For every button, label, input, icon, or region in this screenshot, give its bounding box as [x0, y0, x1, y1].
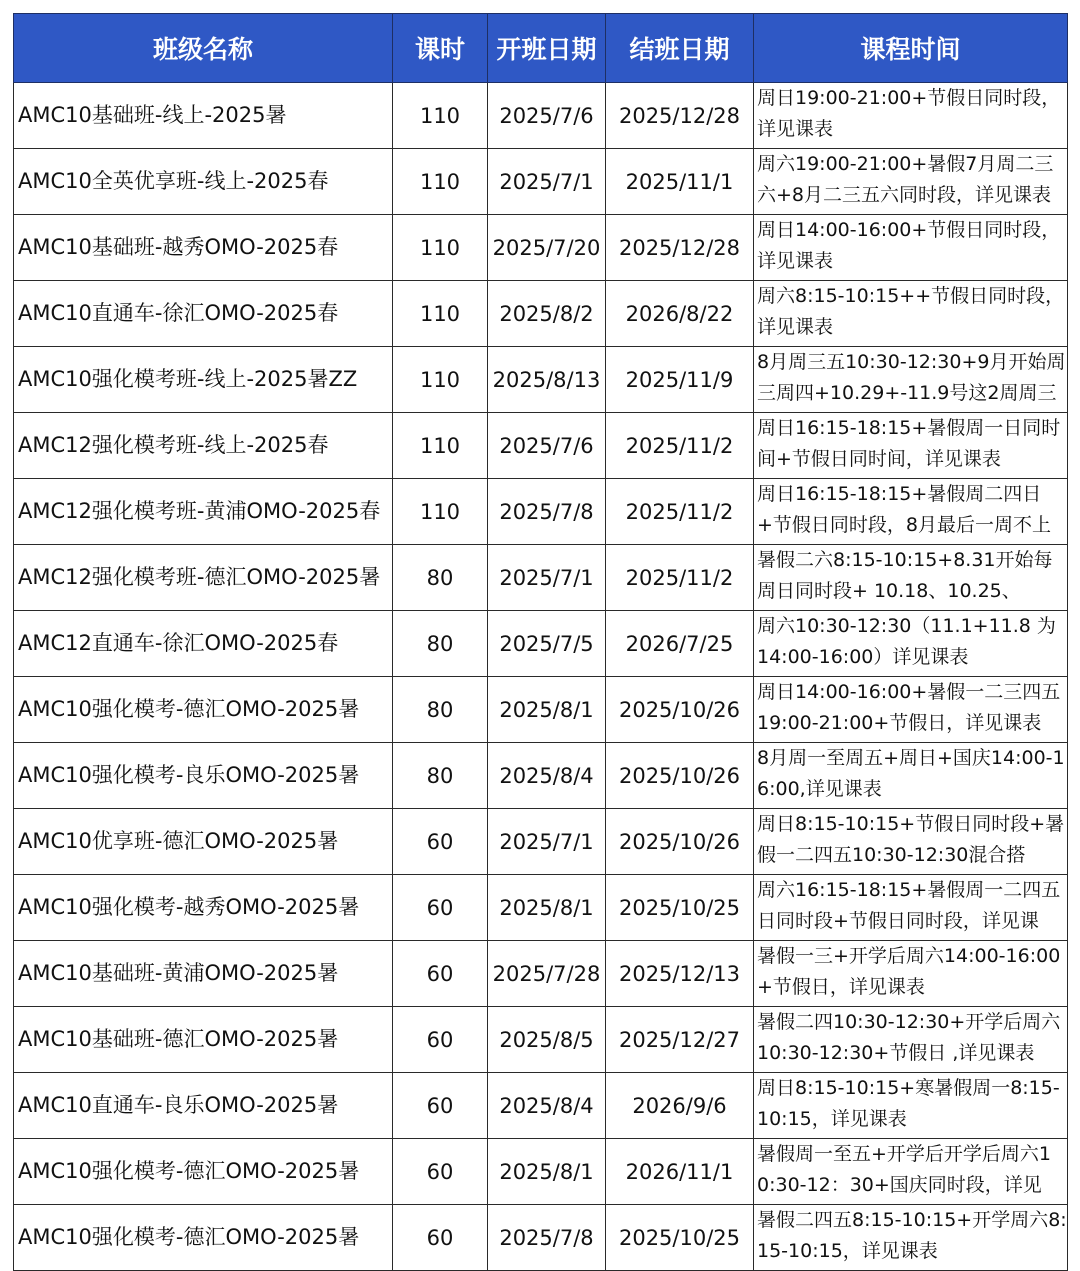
hours-cell: 80	[393, 611, 488, 677]
class-name-cell	[14, 1205, 393, 1271]
end-date-cell: 2025/12/27	[606, 1007, 754, 1073]
table-row	[14, 413, 1068, 479]
class-name-cell	[14, 479, 393, 545]
hours-cell: 60	[393, 1073, 488, 1139]
header-class-name: 班级名称	[14, 14, 393, 83]
class-name-cell	[14, 1073, 393, 1139]
hours-cell: 60	[393, 941, 488, 1007]
start-date-cell: 2025/7/8	[488, 1205, 606, 1271]
schedule-cell	[754, 347, 1068, 413]
table-row	[14, 149, 1068, 215]
header-start-date: 开班日期	[488, 14, 606, 83]
hours-cell: 110	[393, 413, 488, 479]
class-name-cell-text: AMC12强化模考班-线上-2025春	[18, 433, 329, 457]
schedule-cell	[754, 83, 1068, 149]
start-date-cell: 2025/8/4	[488, 743, 606, 809]
table-row	[14, 281, 1068, 347]
schedule-cell-text: 暑假二六8:15-10:15+8.31开始每周日同时段+ 10.18、10.25、	[757, 549, 1053, 602]
schedule-cell	[754, 479, 1068, 545]
class-name-cell-text: AMC12强化模考班-德汇OMO-2025暑	[18, 565, 381, 589]
hours-cell: 60	[393, 809, 488, 875]
table-row	[14, 1139, 1068, 1205]
class-name-cell-text: AMC10直通车-徐汇OMO-2025春	[18, 301, 339, 325]
class-name-cell	[14, 1139, 393, 1205]
table-row	[14, 83, 1068, 149]
start-date-cell: 2025/7/5	[488, 611, 606, 677]
schedule-cell	[754, 743, 1068, 809]
schedule-cell	[754, 1007, 1068, 1073]
start-date-cell: 2025/8/1	[488, 875, 606, 941]
end-date-cell: 2025/10/25	[606, 875, 754, 941]
end-date-cell: 2025/10/26	[606, 809, 754, 875]
schedule-cell-text: 周六16:15-18:15+暑假周一二四五日同时段+节假日同时段，详见课	[757, 879, 1061, 932]
start-date-cell: 2025/7/1	[488, 545, 606, 611]
class-name-cell-text: AMC10全英优享班-线上-2025春	[18, 169, 329, 193]
class-name-cell	[14, 611, 393, 677]
table-row	[14, 1073, 1068, 1139]
header-row	[14, 14, 1068, 83]
hours-cell: 60	[393, 1205, 488, 1271]
schedule-cell	[754, 809, 1068, 875]
class-name-cell	[14, 545, 393, 611]
end-date-cell: 2025/10/26	[606, 743, 754, 809]
class-name-cell	[14, 281, 393, 347]
end-date-cell: 2025/12/13	[606, 941, 754, 1007]
start-date-cell: 2025/8/4	[488, 1073, 606, 1139]
table-row	[14, 743, 1068, 809]
schedule-cell-text: 暑假一三+开学后周六14:00-16:00+节假日，详见课表	[757, 945, 1061, 998]
end-date-cell: 2025/11/2	[606, 479, 754, 545]
table-row	[14, 347, 1068, 413]
schedule-cell	[754, 413, 1068, 479]
hours-cell: 80	[393, 743, 488, 809]
schedule-cell	[754, 281, 1068, 347]
schedule-cell-text: 暑假二四五8:15-10:15+开学周六8:15-10:15，详见课表	[757, 1209, 1067, 1262]
schedule-cell-text: 8月周三五10:30-12:30+9月开始周三周四+10.29+-11.9号这2周周三	[757, 351, 1066, 404]
schedule-cell-text: 周六10:30-12:30（11.1+11.8 为14:00-16:00）详见课表	[757, 615, 1056, 668]
schedule-cell	[754, 149, 1068, 215]
header-hours: 课时	[393, 14, 488, 83]
hours-cell: 60	[393, 875, 488, 941]
class-name-cell	[14, 83, 393, 149]
schedule-cell-text: 周日14:00-16:00+暑假一二三四五19:00-21:00+节假日，详见课表	[757, 681, 1061, 734]
class-name-cell	[14, 149, 393, 215]
table-row	[14, 809, 1068, 875]
class-name-cell-text: AMC10强化模考-德汇OMO-2025暑	[18, 697, 360, 721]
end-date-cell: 2025/12/28	[606, 83, 754, 149]
start-date-cell: 2025/7/6	[488, 413, 606, 479]
hours-cell: 110	[393, 83, 488, 149]
start-date-cell: 2025/8/1	[488, 677, 606, 743]
schedule-cell-text: 周日14:00-16:00+节假日同时段，详见课表	[757, 219, 1061, 272]
schedule-cell	[754, 875, 1068, 941]
schedule-cell-text: 周日19:00-21:00+节假日同时段，详见课表	[757, 87, 1061, 140]
schedule-cell	[754, 1205, 1068, 1271]
start-date-cell: 2025/8/5	[488, 1007, 606, 1073]
class-name-cell-text: AMC10基础班-德汇OMO-2025暑	[18, 1027, 339, 1051]
course-schedule-table	[13, 13, 1068, 1271]
end-date-cell: 2026/7/25	[606, 611, 754, 677]
hours-cell: 110	[393, 281, 488, 347]
end-date-cell: 2026/9/6	[606, 1073, 754, 1139]
end-date-cell: 2025/11/1	[606, 149, 754, 215]
class-name-cell-text: AMC10强化模考-良乐OMO-2025暑	[18, 763, 360, 787]
class-name-cell-text: AMC10基础班-线上-2025暑	[18, 103, 287, 127]
hours-cell: 110	[393, 149, 488, 215]
schedule-cell	[754, 941, 1068, 1007]
start-date-cell: 2025/8/13	[488, 347, 606, 413]
class-name-cell-text: AMC10强化模考-越秀OMO-2025暑	[18, 895, 360, 919]
schedule-cell-text: 周日16:15-18:15+暑假周二四日+节假日同时段，8月最后一周不上	[757, 483, 1052, 536]
schedule-cell-text: 周日8:15-10:15+节假日同时段+暑假一二四五10:30-12:30混合搭	[757, 813, 1065, 866]
hours-cell: 110	[393, 215, 488, 281]
start-date-cell: 2025/7/1	[488, 149, 606, 215]
table-row	[14, 545, 1068, 611]
schedule-cell	[754, 677, 1068, 743]
end-date-cell: 2025/10/26	[606, 677, 754, 743]
start-date-cell: 2025/7/1	[488, 809, 606, 875]
table-row	[14, 1007, 1068, 1073]
class-name-cell-text: AMC10优享班-德汇OMO-2025暑	[18, 829, 339, 853]
class-name-cell	[14, 941, 393, 1007]
schedule-cell-text: 周日8:15-10:15+寒暑假周一8:15-10:15，详见课表	[757, 1077, 1060, 1130]
hours-cell: 60	[393, 1007, 488, 1073]
class-name-cell-text: AMC10直通车-良乐OMO-2025暑	[18, 1093, 339, 1117]
schedule-cell	[754, 215, 1068, 281]
schedule-cell-text: 周六8:15-10:15++节假日同时段，详见课表	[757, 285, 1065, 338]
table-row	[14, 875, 1068, 941]
start-date-cell: 2025/7/28	[488, 941, 606, 1007]
end-date-cell: 2025/12/28	[606, 215, 754, 281]
start-date-cell: 2025/7/6	[488, 83, 606, 149]
table-row	[14, 611, 1068, 677]
table-row	[14, 941, 1068, 1007]
table-row	[14, 677, 1068, 743]
hours-cell: 80	[393, 545, 488, 611]
schedule-cell	[754, 545, 1068, 611]
schedule-cell	[754, 1073, 1068, 1139]
table-row	[14, 1205, 1068, 1271]
class-name-cell-text: AMC10强化模考班-线上-2025暑ZZ	[18, 367, 358, 391]
start-date-cell: 2025/7/20	[488, 215, 606, 281]
end-date-cell: 2026/11/1	[606, 1139, 754, 1205]
class-name-cell	[14, 677, 393, 743]
start-date-cell: 2025/8/2	[488, 281, 606, 347]
start-date-cell: 2025/8/1	[488, 1139, 606, 1205]
class-name-cell-text: AMC10强化模考-德汇OMO-2025暑	[18, 1225, 360, 1249]
schedule-cell	[754, 1139, 1068, 1205]
header-schedule: 课程时间	[754, 14, 1068, 83]
class-name-cell	[14, 413, 393, 479]
end-date-cell: 2025/11/2	[606, 413, 754, 479]
schedule-cell-text: 暑假二四10:30-12:30+开学后周六10:30-12:30+节假日 ,详见课表	[757, 1011, 1061, 1064]
class-name-cell	[14, 809, 393, 875]
end-date-cell: 2025/11/9	[606, 347, 754, 413]
class-name-cell	[14, 347, 393, 413]
hours-cell: 80	[393, 677, 488, 743]
end-date-cell: 2025/11/2	[606, 545, 754, 611]
class-name-cell-text: AMC10强化模考-德汇OMO-2025暑	[18, 1159, 360, 1183]
schedule-cell-text: 8月周一至周五+周日+国庆14:00-16:00,详见课表	[757, 747, 1065, 800]
class-name-cell	[14, 743, 393, 809]
schedule-cell-text: 周六19:00-21:00+暑假7月周二三六+8月二三五六同时段，详见课表	[757, 153, 1054, 206]
class-name-cell-text: AMC10基础班-越秀OMO-2025春	[18, 235, 339, 259]
start-date-cell: 2025/7/8	[488, 479, 606, 545]
end-date-cell: 2026/8/22	[606, 281, 754, 347]
class-name-cell-text: AMC12强化模考班-黄浦OMO-2025春	[18, 499, 381, 523]
class-name-cell	[14, 875, 393, 941]
hours-cell: 110	[393, 347, 488, 413]
schedule-cell	[754, 611, 1068, 677]
end-date-cell: 2025/10/25	[606, 1205, 754, 1271]
class-name-cell	[14, 1007, 393, 1073]
class-name-cell-text: AMC10基础班-黄浦OMO-2025暑	[18, 961, 339, 985]
schedule-cell-text: 暑假周一至五+开学后开学后周六10:30-12：30+国庆同时段，详见	[757, 1143, 1052, 1196]
schedule-cell-text: 周日16:15-18:15+暑假周一日同时间+节假日同时间，详见课表	[757, 417, 1061, 470]
header-end-date: 结班日期	[606, 14, 754, 83]
hours-cell: 110	[393, 479, 488, 545]
hours-cell: 60	[393, 1139, 488, 1205]
table-row	[14, 215, 1068, 281]
table-row	[14, 479, 1068, 545]
class-name-cell	[14, 215, 393, 281]
class-name-cell-text: AMC12直通车-徐汇OMO-2025春	[18, 631, 339, 655]
